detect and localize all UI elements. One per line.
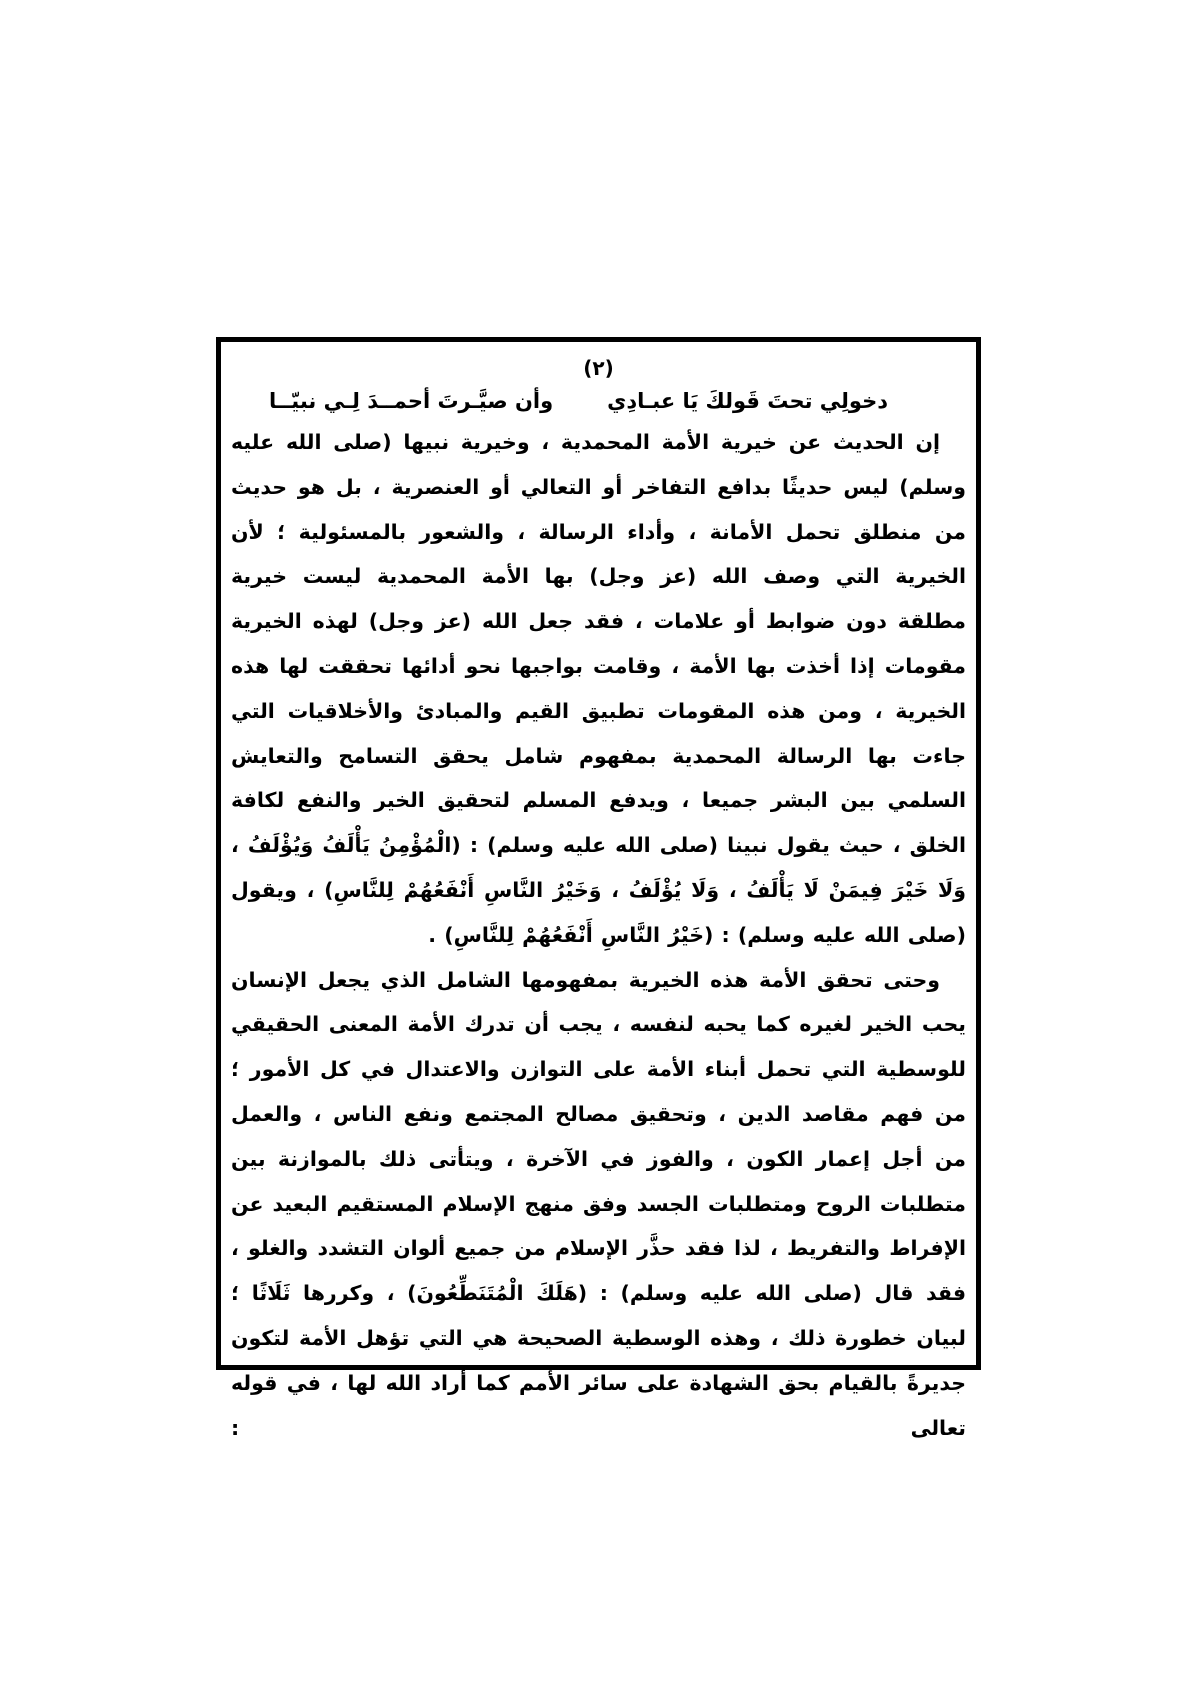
poetry-verse [231, 382, 966, 420]
page-number: (٢) [583, 356, 614, 380]
paragraph-1: إن الحديث عن خيرية الأمة المحمدية ، وخيرية نبيها (صلى الله عليه وسلم) ليس حديثًا بدافع التفاخر أو التعالي أو العنصرية ، بل هو حديث من منطلق تحمل الأمانة ، وأداء الرسالة ، والشعور بالمسئولية ؛ لأن الخيرية التي وصف الله (عز وجل) بها الأمة المحمدية ليست خيرية مطلقة دون ضوابط أو علامات ، فقد جعل الله (عز وجل) لهذه الخيرية مقومات إذا أخذت بها الأمة ، وقامت بواجبها نحو أدائها تحققت لها هذه الخيرية ، ومن هذه المقومات تطبيق القيم والمبادئ والأخلاقيات التي جاءت بها الرسالة المحمدية بمفهوم شامل يحقق التسامح والتعايش السلمي بين البشر جميعا ، ويدفع المسلم لتحقيق الخير والنفع لكافة الخلق ، حيث يقول نبينا (صلى الله عليه وسلم) : (الْمُؤْمِنُ يَأْلَفُ وَيُؤْلَفُ ، وَلَا خَيْرَ فِيمَنْ لَا يَأْلَفُ ، وَلَا يُؤْلَفُ ، وَخَيْرُ النَّاسِ أَنْفَعُهُمْ لِلنَّاسِ) ، ويقول (صلى الله عليه وسلم) : (خَيْرُ النَّاسِ أَنْفَعُهُمْ لِلنَّاسِ) . [231, 430, 966, 947]
verse-first-hemistich: دخولِي تحتَ قَولكَ يَا عبـادِي [607, 389, 888, 413]
paragraph-2: وحتى تحقق الأمة هذه الخيرية بمفهومها الشامل الذي يجعل الإنسان يحب الخير لغيره كما يحبه لنفسه ، يجب أن تدرك الأمة المعنى الحقيقي للوسطية التي تحمل أبناء الأمة على التوازن والاعتدال في كل الأمور ؛ من فهم مقاصد الدين ، وتحقيق مصالح المجتمع ونفع الناس ، والعمل من أجل إعمار الكون ، والفوز في الآخرة ، ويتأتى ذلك بالموازنة بين متطلبات الروح ومتطلبات الجسد وفق منهج الإسلام المستقيم البعيد عن الإفراط والتفريط ، لذا فقد حذَّر الإسلام من جميع ألوان التشدد والغلو ، فقد قال (صلى الله عليه وسلم) : (هَلَكَ الْمُتَنَطِّعُونَ) ، وكررها ثَلَاثًا ؛ لبيان خطورة ذلك ، وهذه الوسطية الصحيحة هي التي تؤهل الأمة لتكون جديرةً بالقيام بحق الشهادة على سائر الأمم كما أراد الله لها ، في قوله تعالى : [231, 967, 966, 1440]
page-frame [216, 337, 981, 1440]
verse-second-hemistich: وأن صيَّـرتَ أحمــدَ لِـي نبيّــا [269, 389, 554, 413]
